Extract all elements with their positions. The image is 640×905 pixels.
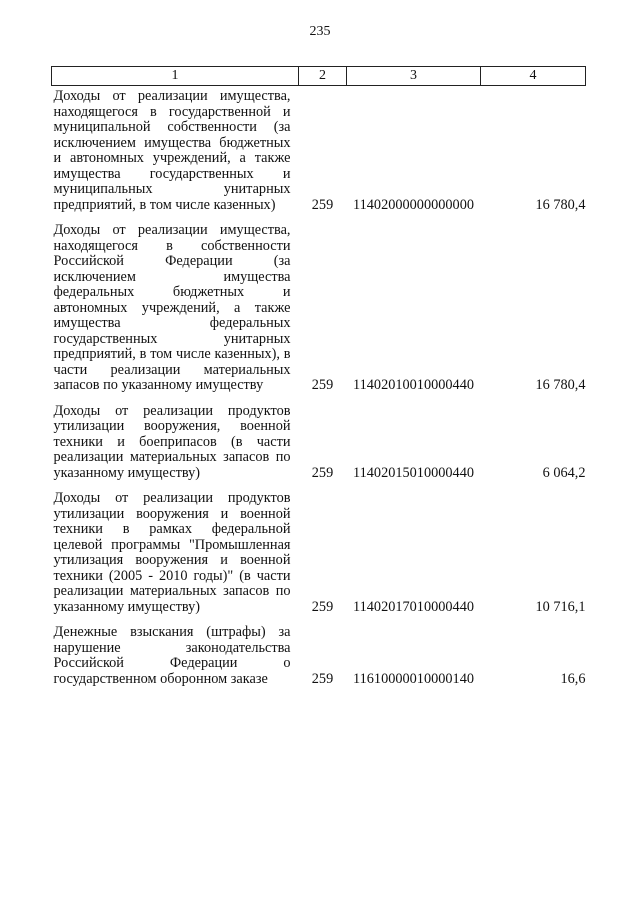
revenue-description: Денежные взыскания (штрафы) за нарушение законодательства Российской Федерации о государственном оборонном заказе	[53, 624, 291, 687]
table-body	[52, 86, 586, 692]
revenue-description: Доходы от реализации имущества, находящегося в государственной и муниципальной собственности (за исключением имущества бюджетных и автономных учреждений, а также имущества государственных и муниципальных унитарных предприятий, в том числе казенных)	[53, 88, 291, 213]
revenue-description: Доходы от реализации имущества, находящегося в собственности Российской Федерации (за исключением имущества федеральных бюджетных и автономных учреждений, а также имущества федеральных государственных унитарных предприятий, в том числе казенных), в части реализации материальных запасов по указанному имуществу	[53, 222, 291, 393]
revenue-description: Доходы от реализации продуктов утилизации вооружения и военной техники в рамках федеральной целевой программы "Промышленная утилизация вооружения и военной техники (2005 - 2010 годы)" (в части реализации материальных запасов по указанному имуществу)	[53, 490, 291, 615]
admin-code: 259	[311, 670, 334, 687]
header-row	[52, 67, 586, 86]
budget-classification-code: 11402017010000440	[353, 598, 474, 615]
amount: 6 064,2	[542, 464, 586, 481]
page-number: 235	[309, 24, 331, 39]
amount: 16,6	[560, 670, 586, 687]
column-header-4: 4	[481, 67, 586, 86]
revenue-description: Доходы от реализации продуктов утилизации вооружения, военной техники и боеприпасов (в части реализации материальных запасов по указанному имуществу)	[53, 402, 291, 481]
table-header	[52, 67, 586, 86]
budget-revenue-table	[51, 66, 586, 691]
table-row	[52, 398, 586, 486]
table-row	[52, 86, 586, 218]
table-row	[52, 217, 586, 398]
admin-code: 259	[311, 196, 334, 213]
column-header-1: 1	[52, 67, 299, 86]
budget-classification-code: 11402000000000000	[353, 196, 474, 213]
admin-code: 259	[311, 377, 334, 393]
table-row	[52, 619, 586, 691]
table-row	[52, 485, 586, 619]
column-header-2: 2	[299, 67, 347, 86]
admin-code: 259	[311, 464, 334, 481]
admin-code: 259	[311, 598, 334, 615]
amount: 16 780,4	[535, 196, 586, 213]
amount: 10 716,1	[535, 598, 586, 615]
amount: 16 780,4	[535, 377, 586, 393]
budget-classification-code: 11402015010000440	[353, 464, 474, 481]
budget-classification-code: 11402010010000440	[353, 377, 474, 393]
column-header-3: 3	[347, 67, 481, 86]
budget-classification-code: 11610000010000140	[353, 670, 474, 687]
